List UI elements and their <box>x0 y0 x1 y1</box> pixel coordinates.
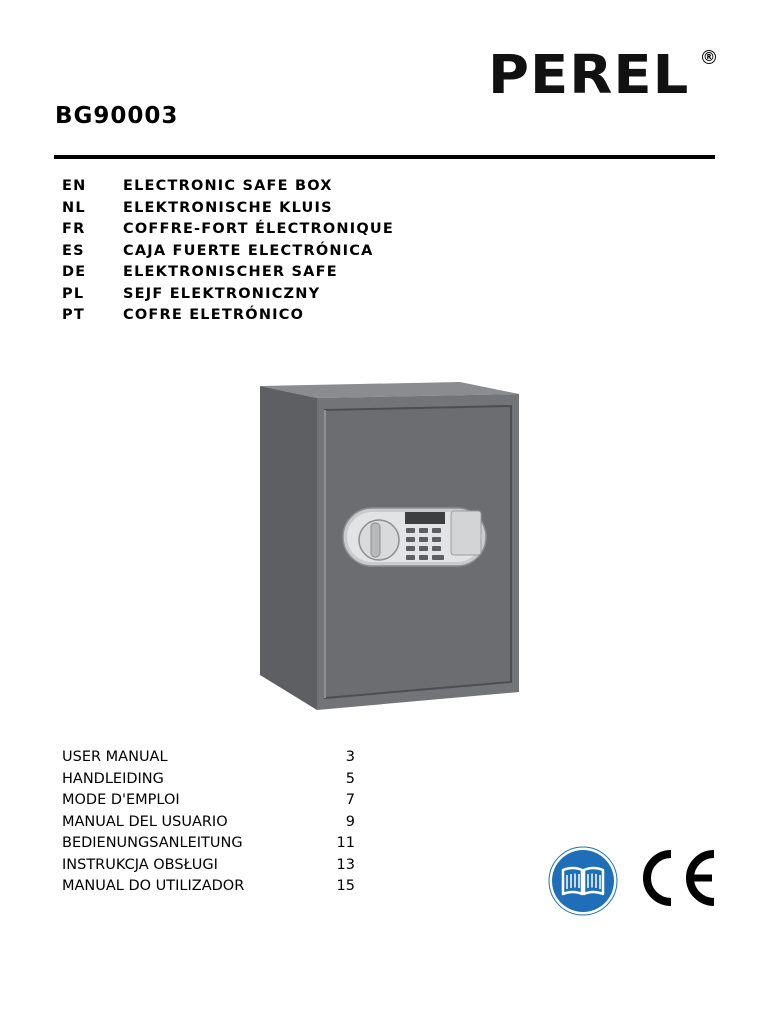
toc-page: 9 <box>345 813 355 830</box>
toc-page: 5 <box>345 770 355 787</box>
language-code: FR <box>62 221 86 237</box>
toc-entry <box>62 857 357 879</box>
ce-mark-icon <box>640 848 718 908</box>
read-manual-icon <box>548 846 618 916</box>
language-row <box>62 200 394 222</box>
brand-logo <box>488 44 716 107</box>
table-of-contents <box>62 749 357 900</box>
language-code: NL <box>62 199 86 216</box>
toc-entry <box>62 814 357 836</box>
language-row <box>62 286 394 308</box>
language-code: DE <box>62 264 87 280</box>
toc-label: HANDLEIDING <box>62 770 164 787</box>
language-title: COFFRE-FORT ÉLECTRONIQUE <box>123 221 394 237</box>
language-row <box>62 243 394 265</box>
toc-page: 11 <box>336 835 355 851</box>
language-title: SEJF ELEKTRONICZNY <box>123 285 321 302</box>
toc-entry <box>62 771 357 793</box>
language-row <box>62 178 394 200</box>
language-title: CAJA FUERTE ELECTRÓNICA <box>123 242 374 259</box>
model-number: BG90003 <box>55 103 179 129</box>
toc-page: 3 <box>345 749 355 765</box>
toc-label: INSTRUKCJA OBSŁUGI <box>62 856 218 873</box>
toc-label: MANUAL DO UTILIZADOR <box>62 878 245 894</box>
toc-entry <box>62 835 357 857</box>
brand-name: PEREL <box>488 44 690 107</box>
toc-label: MANUAL DEL USUARIO <box>62 813 228 830</box>
language-code: PL <box>62 285 85 302</box>
language-title: ELECTRONIC SAFE BOX <box>123 178 333 194</box>
toc-entry <box>62 792 357 814</box>
toc-page: 7 <box>345 792 355 808</box>
language-code: EN <box>62 178 87 194</box>
toc-entry <box>62 878 357 900</box>
language-title: COFRE ELETRÓNICO <box>123 307 305 323</box>
safe-product-image <box>255 380 525 715</box>
language-code: PT <box>62 307 85 323</box>
toc-label: BEDIENUNGSANLEITUNG <box>62 835 243 851</box>
language-row <box>62 264 394 286</box>
toc-entry <box>62 749 357 771</box>
language-code: ES <box>62 242 85 259</box>
language-row <box>62 307 394 329</box>
language-title: ELEKTRONISCHE KLUIS <box>123 199 333 216</box>
language-row <box>62 221 394 243</box>
toc-label: USER MANUAL <box>62 749 168 765</box>
language-title-list <box>62 178 394 329</box>
registered-mark: ® <box>703 50 715 64</box>
lcd-display <box>405 512 445 524</box>
toc-label: MODE D'EMPLOI <box>62 792 180 808</box>
toc-page: 15 <box>336 878 355 894</box>
language-title: ELEKTRONISCHER SAFE <box>123 264 338 280</box>
safe-side <box>260 386 317 710</box>
header-divider <box>54 155 715 159</box>
toc-page: 13 <box>336 856 355 873</box>
